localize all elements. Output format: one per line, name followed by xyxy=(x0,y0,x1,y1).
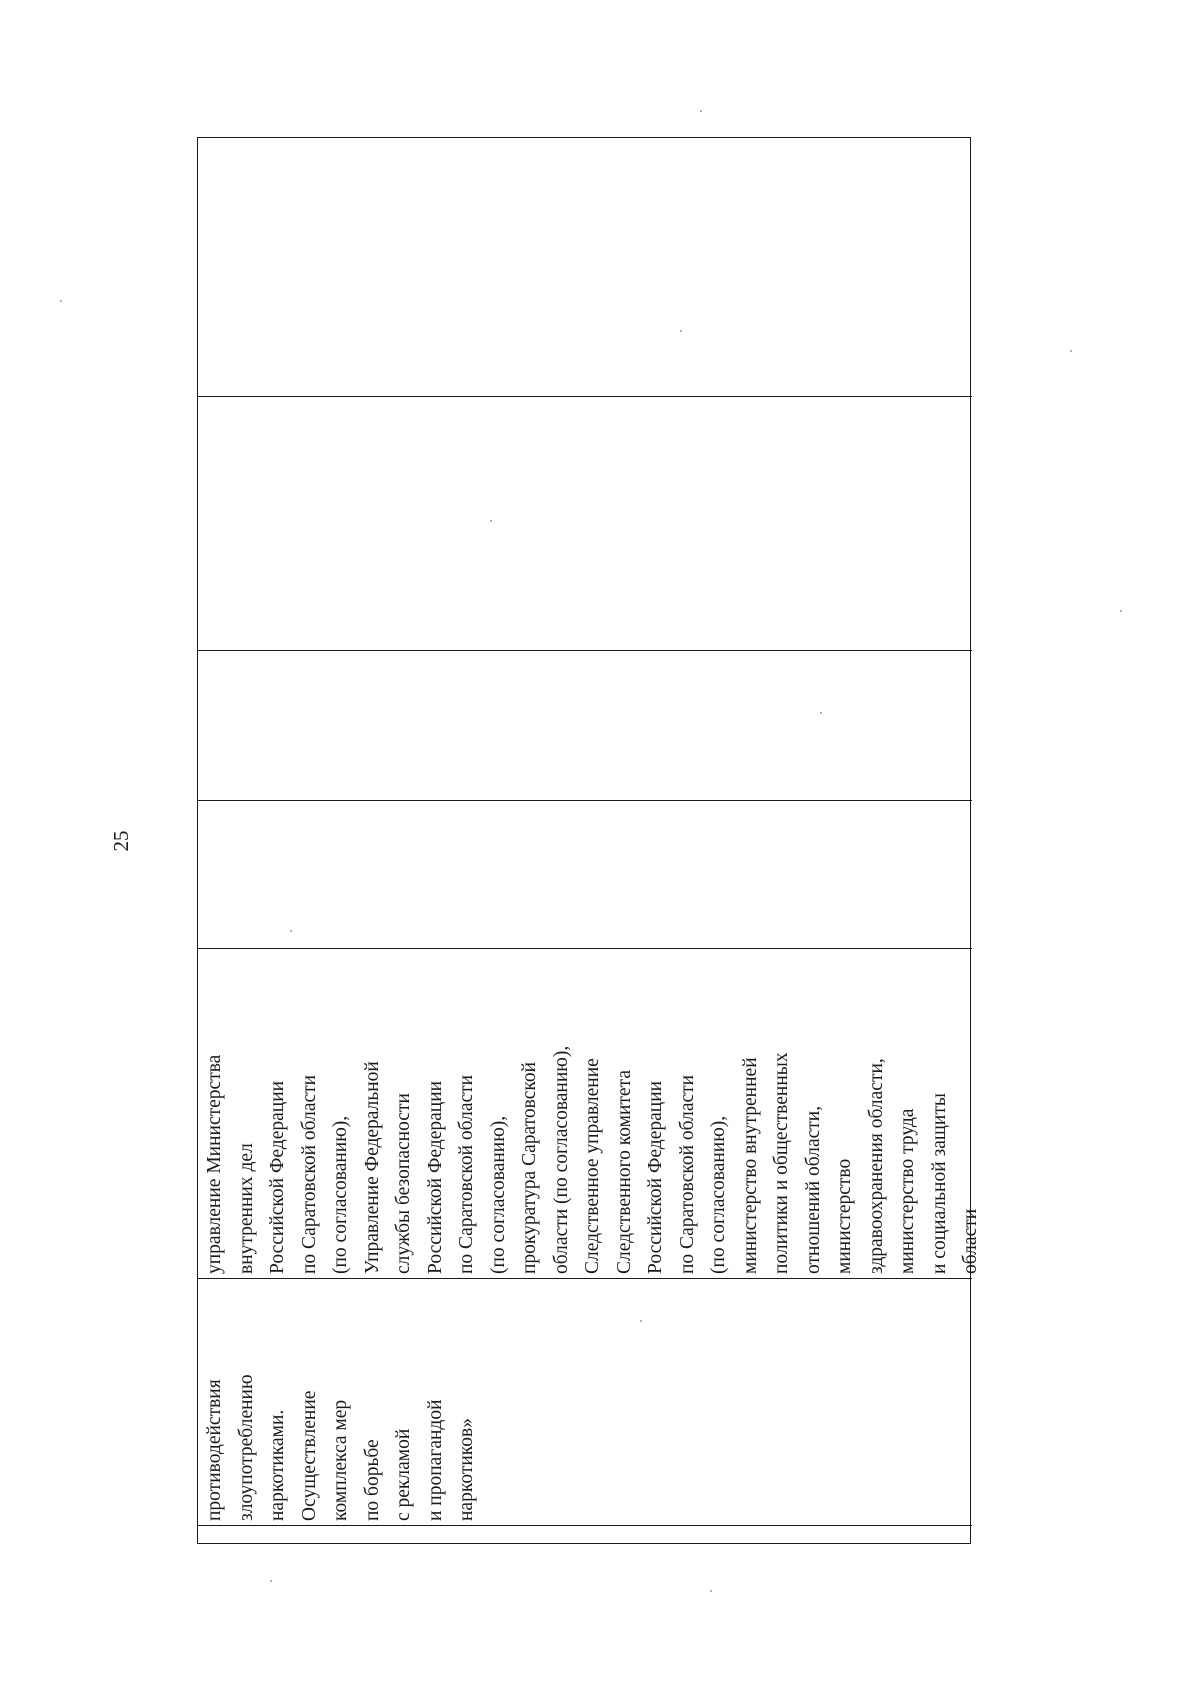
executor-line: Следственного комитета xyxy=(613,1070,635,1274)
scan-speck xyxy=(490,520,492,522)
scan-speck xyxy=(640,1320,642,1322)
executor-line: службы безопасности xyxy=(393,1093,414,1274)
measure-line: с рекламой xyxy=(393,1428,414,1521)
executor-line: Российской Федерации xyxy=(645,1080,666,1274)
measure-line: комплекса мер xyxy=(330,1399,351,1521)
table-cell-executors xyxy=(198,948,981,1278)
executor-line: (по согласованию), xyxy=(330,1115,351,1274)
scan-speck xyxy=(820,712,822,714)
executors-text xyxy=(198,949,987,1278)
executor-line: министерство xyxy=(834,1158,855,1274)
measure-line: наркотиков» xyxy=(456,1418,477,1521)
table-cell-empty xyxy=(198,650,972,800)
executor-line: министерство труда xyxy=(897,1108,918,1274)
executor-line: управление Министерства xyxy=(204,1054,225,1274)
table-cell-empty xyxy=(198,138,972,396)
measures-table xyxy=(197,137,981,1544)
executor-line: (по согласованию), xyxy=(487,1115,509,1274)
executor-line: Следственное управление xyxy=(582,1058,603,1274)
executor-line: здравоохранения области, xyxy=(865,1058,887,1274)
executor-line: Российской Федерации xyxy=(424,1080,446,1274)
table-rotated-body xyxy=(198,138,981,1545)
measure-line: и пропагандой xyxy=(424,1399,446,1521)
executor-line: области xyxy=(960,1208,981,1274)
page-number: 25 xyxy=(109,830,133,852)
executor-line: по Саратовской области xyxy=(298,1074,320,1274)
executor-line: Управление Федеральной xyxy=(361,1061,383,1274)
executor-line: Российской Федерации xyxy=(267,1080,288,1274)
scan-speck xyxy=(270,1580,272,1582)
scan-speck xyxy=(680,330,682,332)
measure-line: злоупотреблению xyxy=(235,1374,257,1521)
executor-line: политики и общественных xyxy=(771,1052,792,1274)
scan-speck xyxy=(290,930,292,932)
measure-text xyxy=(198,1279,483,1525)
measure-line: Осуществление xyxy=(298,1390,320,1521)
scan-speck xyxy=(710,1590,712,1592)
measure-line: по борьбе xyxy=(361,1439,383,1521)
scan-speck xyxy=(1120,610,1122,612)
executor-line: внутренних дел xyxy=(235,1143,257,1274)
table-cell-empty xyxy=(198,800,972,948)
executor-line: (по согласованию), xyxy=(708,1115,729,1274)
executor-line: по Саратовской области xyxy=(676,1074,698,1274)
scan-speck xyxy=(60,300,62,302)
executor-line: области (по согласованию), xyxy=(550,1045,572,1274)
measure-line: противодействия xyxy=(204,1379,225,1521)
executor-line: по Саратовской области xyxy=(456,1074,477,1274)
scan-speck xyxy=(1070,350,1072,352)
table-cell-empty xyxy=(198,396,972,650)
measure-line: наркотиками. xyxy=(267,1409,288,1521)
executor-line: отношений области, xyxy=(802,1105,824,1274)
executor-line: прокуратура Саратовской xyxy=(519,1061,540,1274)
table-cell-number xyxy=(198,1525,972,1545)
executor-line: министерство внутренней xyxy=(739,1057,761,1274)
table-cell-measure xyxy=(198,1278,972,1525)
executor-line: и социальной защиты xyxy=(928,1093,950,1274)
scan-speck xyxy=(700,110,702,112)
